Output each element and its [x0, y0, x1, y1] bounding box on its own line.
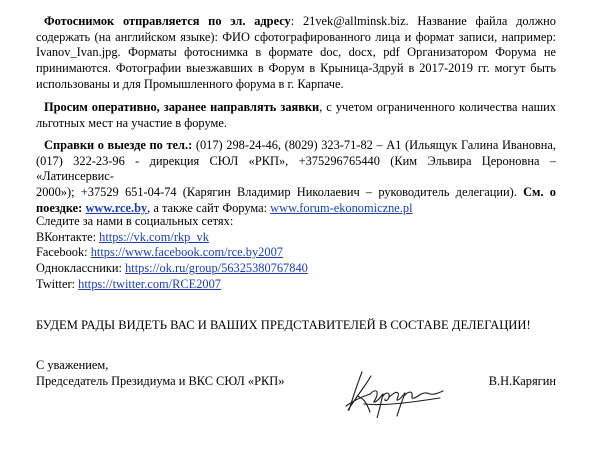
social-label-twitter: Twitter: [36, 276, 79, 291]
photo-line-4: принимаются. Фотографии выезжавших в Форум в Крыница-Здруй в 2017-2019 гг. могут быть [36, 61, 556, 76]
request-line-2: льготных мест на участие в форуме. [36, 115, 227, 130]
contacts-trip-label: поездке: [36, 200, 83, 215]
social-item-vk [36, 230, 556, 246]
regards-block [36, 358, 556, 374]
contacts-line-3-text: 2000»); +37529 651-04-74 (Карягин Владимир Николаевич – руководитель делегации). [36, 185, 517, 200]
photo-email-text: : 21vek@allminsk.biz. Название файла должно [290, 14, 557, 28]
closing-statement-block [36, 318, 556, 334]
contacts-line-3 [36, 185, 556, 201]
signer-name: В.Н.Карягин [488, 374, 556, 388]
facebook-link[interactable]: https://www.facebook.com/rce.by2007 [90, 245, 283, 260]
handwritten-signature [340, 360, 450, 418]
social-label-vk: ВКонтакте: [36, 229, 100, 244]
signer-position: Председатель Президиума и ВКС СЮЛ «РКП» [36, 374, 285, 388]
social-item-twitter [36, 277, 556, 293]
regards-text: С уважением, [36, 358, 109, 372]
social-intro: Следите за нами в социальных сетях: [36, 214, 234, 228]
photo-requirements-paragraph [36, 14, 556, 93]
contacts-line-1 [36, 138, 556, 154]
social-label-facebook: Facebook: [36, 245, 91, 260]
request-bold-text: Просим оперативно, заранее направлять заявки [44, 100, 320, 114]
request-line-1 [36, 100, 556, 116]
twitter-link[interactable]: https://twitter.com/RCE2007 [78, 276, 221, 291]
request-paragraph [36, 100, 556, 131]
forum-site-link[interactable]: www.forum-ekonomiczne.pl [270, 200, 413, 215]
vk-link[interactable]: https://vk.com/rkp_vk [99, 229, 209, 244]
photo-line-3: Ivanov_Ivan.jpg. Форматы фотоснимка в формате doc, docx, pdf Организатором Форума не [36, 45, 556, 60]
odnoklassniki-link[interactable]: https://ok.ru/group/56325380767840 [125, 261, 308, 276]
photo-line-5: использованы и для Промышленного форума в г. Карпаче. [36, 76, 344, 91]
closing-statement: БУДЕМ РАДЫ ВИДЕТЬ ВАС И ВАШИХ ПРЕДСТАВИТЕЛЕЙ В СОСТАВЕ ДЕЛЕГАЦИИ! [36, 318, 531, 332]
signature-line [36, 374, 556, 390]
photo-line-1 [36, 14, 556, 30]
social-item-odnoklassniki [36, 261, 556, 277]
social-item-facebook [36, 245, 556, 261]
rce-site-link[interactable]: www.rce.by [85, 200, 148, 215]
contacts-see-label: См. о [516, 185, 556, 200]
contacts-line-2: (017) 322-23-96 - дирекция СЮЛ «РКП», +375296765440 (Ким Эльвира Цероновна – «Латинсервис- [36, 153, 556, 184]
contacts-paragraph [36, 138, 556, 217]
contacts-phone-label: Справки о выезде по тел.: [44, 138, 193, 152]
photo-email-label: Фотоснимок отправляется по эл. адресу [44, 14, 291, 28]
request-text: , с учетом ограниченного количества наших [319, 100, 556, 114]
photo-line-2: содержать (на английском языке): ФИО сфотографированного лица и формат записи, например: [36, 29, 556, 44]
contacts-forum-text: , а также сайт Форума: [147, 200, 271, 215]
social-networks-block [36, 214, 556, 293]
contacts-phones: (017) 298-24-46, (8029) 323-71-82 – А1 (Ильящук Галина Ивановна, [192, 138, 556, 152]
social-label-odnoklassniki: Одноклассники: [36, 261, 126, 276]
